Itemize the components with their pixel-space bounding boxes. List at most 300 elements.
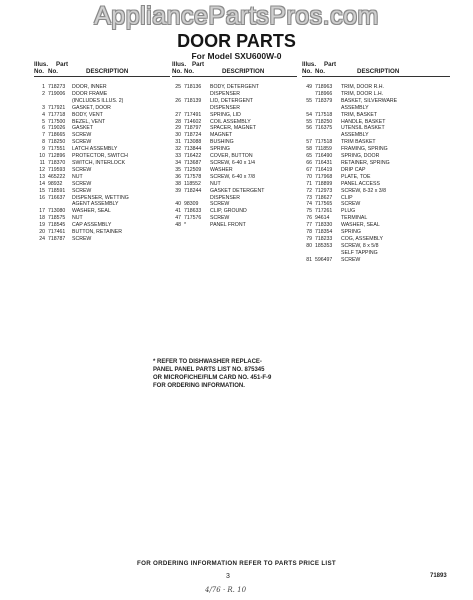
header-description: DESCRIPTION bbox=[86, 68, 129, 75]
part-row bbox=[302, 132, 450, 139]
illus-number: 55 bbox=[306, 118, 312, 125]
replacement-panel-note bbox=[153, 358, 338, 390]
part-description: PROTECTOR, SWITCH bbox=[72, 153, 128, 160]
part-row bbox=[302, 139, 450, 146]
part-number: 716637 bbox=[48, 194, 66, 201]
illus-number bbox=[172, 105, 184, 112]
part-description: DISPENSER bbox=[210, 104, 240, 111]
part-description: PANEL FRONT bbox=[210, 222, 246, 229]
part-description: SPRING bbox=[210, 146, 230, 153]
part-description: TRIM, DOOR R.H. bbox=[341, 84, 384, 90]
header-description: DESCRIPTION bbox=[357, 68, 400, 75]
illus-number: 13 bbox=[39, 173, 45, 180]
illus-number: 29 bbox=[175, 125, 181, 132]
part-row bbox=[34, 84, 170, 91]
part-row bbox=[34, 98, 170, 105]
part-number: 717968 bbox=[315, 173, 333, 180]
part-description: BEZEL, VENT bbox=[72, 118, 106, 125]
part-description: DRIP CAP bbox=[341, 166, 366, 173]
illus-number: 48 bbox=[175, 222, 181, 229]
part-number: 718633 bbox=[184, 208, 202, 215]
illus-number: 67 bbox=[306, 166, 312, 173]
part-description: ASSEMBLY bbox=[341, 104, 369, 111]
illus-number: 5 bbox=[42, 118, 45, 125]
part-number: 713080 bbox=[48, 208, 66, 215]
part-row bbox=[172, 222, 297, 229]
illus-number: 66 bbox=[306, 159, 312, 166]
part-description: NUT bbox=[72, 215, 83, 222]
part-row bbox=[302, 201, 450, 208]
part-row bbox=[172, 98, 297, 105]
parts-column-2 bbox=[172, 61, 297, 229]
illus-number: 70 bbox=[306, 173, 312, 180]
part-description: SPRING, DOOR bbox=[341, 153, 380, 160]
illus-number: 14 bbox=[39, 180, 45, 187]
part-number: 718379 bbox=[315, 97, 333, 104]
part-row bbox=[34, 188, 170, 195]
part-description: TERMINAL bbox=[341, 215, 368, 222]
illus-number: 72 bbox=[306, 187, 312, 194]
part-description: DOOR, INNER bbox=[72, 84, 107, 90]
part-row bbox=[34, 105, 170, 112]
part-row bbox=[302, 84, 450, 91]
part-row bbox=[172, 139, 297, 146]
part-description: RETAINER, SPRING bbox=[341, 159, 390, 166]
part-number: 717500 bbox=[48, 118, 66, 125]
header-part: Part bbox=[324, 61, 337, 68]
part-row bbox=[34, 91, 170, 98]
part-description: DISPENSER bbox=[210, 90, 240, 97]
parts-column-3 bbox=[302, 61, 450, 264]
header-no2: No. bbox=[184, 68, 194, 75]
part-number: 718963 bbox=[315, 84, 333, 90]
part-description: CAP ASSEMBLY bbox=[72, 222, 112, 229]
note-line: * REFER TO DISHWASHER REPLACE- bbox=[153, 359, 262, 365]
part-description: SCREW, 8 x 5/8 bbox=[341, 242, 379, 249]
part-number: 465222 bbox=[48, 173, 66, 180]
illus-number: 1 bbox=[42, 84, 45, 90]
illus-number: 33 bbox=[175, 153, 181, 160]
part-row bbox=[302, 160, 450, 167]
part-description: MAGNET bbox=[210, 132, 233, 139]
part-description: DOOR FRAME bbox=[72, 90, 108, 97]
illus-number: 16 bbox=[39, 194, 45, 201]
part-row bbox=[302, 250, 450, 257]
part-row bbox=[172, 181, 297, 188]
part-number: 718899 bbox=[315, 180, 333, 187]
part-number: 718797 bbox=[184, 125, 202, 132]
part-description: PLATE, TOE bbox=[341, 173, 371, 180]
part-description: BODY, VENT bbox=[72, 111, 103, 118]
illus-number: 32 bbox=[175, 146, 181, 153]
parts-list bbox=[34, 84, 170, 243]
header-illus: Illus. bbox=[34, 61, 49, 68]
part-description: SPRING, LID bbox=[210, 111, 241, 118]
part-row bbox=[302, 146, 450, 153]
part-row bbox=[34, 229, 170, 236]
part-number: 717921 bbox=[48, 104, 66, 111]
illus-number: 35 bbox=[175, 166, 181, 173]
part-number: 717565 bbox=[315, 201, 333, 208]
part-row bbox=[172, 146, 297, 153]
part-number: 98309 bbox=[184, 201, 199, 208]
part-row bbox=[302, 153, 450, 160]
part-row bbox=[34, 153, 170, 160]
part-row bbox=[302, 229, 450, 236]
part-number: 718627 bbox=[315, 194, 333, 201]
part-row bbox=[302, 105, 450, 112]
part-number bbox=[184, 105, 210, 112]
part-description: PLUG bbox=[341, 208, 356, 215]
part-description: SCREW, 6-40 x 7/8 bbox=[210, 173, 255, 180]
part-number: 717461 bbox=[48, 229, 66, 236]
illus-number bbox=[172, 91, 184, 98]
part-number bbox=[48, 201, 72, 208]
part-number: 718575 bbox=[48, 215, 66, 222]
part-number: 185353 bbox=[315, 242, 333, 249]
part-row bbox=[302, 222, 450, 229]
part-description: BODY, DETERGENT bbox=[210, 84, 259, 90]
part-row bbox=[34, 125, 170, 132]
part-number bbox=[184, 91, 210, 98]
part-description: SCREW, 6-40 x 1/4 bbox=[210, 159, 255, 166]
illus-number: 31 bbox=[175, 139, 181, 146]
illus-number: 41 bbox=[175, 208, 181, 215]
part-row bbox=[34, 160, 170, 167]
part-number: 717491 bbox=[184, 111, 202, 118]
part-row bbox=[34, 222, 170, 229]
part-row bbox=[172, 174, 297, 181]
part-row bbox=[172, 201, 297, 208]
part-description: DISPENSER bbox=[210, 194, 240, 201]
part-description: SCREW bbox=[72, 235, 92, 242]
part-row bbox=[172, 132, 297, 139]
part-number: 717261 bbox=[315, 208, 333, 215]
part-row bbox=[172, 167, 297, 174]
part-description: GASKET bbox=[72, 125, 94, 132]
part-number: 711859 bbox=[315, 146, 332, 153]
part-row bbox=[172, 112, 297, 119]
part-row bbox=[172, 153, 297, 160]
document-id: 71893 bbox=[430, 573, 447, 579]
part-description: HANDLE, BASKET bbox=[341, 118, 386, 125]
part-description: SCREW bbox=[72, 132, 92, 139]
part-number: 717551 bbox=[48, 146, 66, 153]
illus-number bbox=[302, 132, 315, 139]
part-number: 719026 bbox=[48, 125, 66, 132]
illus-number: 38 bbox=[175, 180, 181, 187]
part-row bbox=[302, 181, 450, 188]
illus-number: 40 bbox=[175, 201, 181, 208]
part-description: SCREW, 8-32 x 3/8 bbox=[341, 187, 386, 194]
part-description: TRIM, BASKET bbox=[341, 111, 378, 118]
header-no2: No. bbox=[48, 68, 58, 75]
illus-number bbox=[34, 201, 48, 208]
part-number bbox=[315, 132, 341, 139]
illus-number: 71 bbox=[306, 180, 312, 187]
illus-number: 4 bbox=[42, 111, 45, 118]
part-description: UTENSIL BASKET bbox=[341, 125, 385, 132]
part-description: LATCH ASSEMBLY bbox=[72, 146, 118, 153]
model-subtitle: For Model SXU600W-0 bbox=[191, 51, 282, 61]
illus-number: 28 bbox=[175, 118, 181, 125]
part-description: BUSHING bbox=[210, 139, 234, 146]
illus-number: 20 bbox=[39, 229, 45, 236]
part-row bbox=[302, 91, 450, 98]
column-header bbox=[302, 61, 450, 77]
part-number: 718250 bbox=[48, 139, 66, 146]
illus-number: 74 bbox=[306, 201, 312, 208]
handwritten-mark: 4/76 · R. 10 bbox=[205, 586, 247, 594]
part-row bbox=[302, 174, 450, 181]
part-row bbox=[302, 167, 450, 174]
watermark: AppliancePartsPros.com bbox=[94, 2, 379, 30]
part-row bbox=[302, 208, 450, 215]
illus-number: 78 bbox=[306, 229, 312, 236]
note-line: PANEL PANEL PARTS LIST NO. 875345 bbox=[153, 367, 265, 373]
part-number: 718665 bbox=[48, 132, 66, 139]
part-number: 718233 bbox=[315, 235, 333, 242]
header-no2: No. bbox=[315, 68, 325, 75]
part-description: BASKET, SILVERWARE bbox=[341, 97, 398, 104]
part-description: PANEL ACCESS bbox=[341, 180, 380, 187]
part-number: 712973 bbox=[315, 187, 333, 194]
header-part: Part bbox=[192, 61, 205, 68]
header-description: DESCRIPTION bbox=[222, 68, 265, 75]
part-description: TRIM, DOOR L.H. bbox=[341, 90, 384, 97]
part-number: 713088 bbox=[184, 139, 202, 146]
part-row bbox=[172, 125, 297, 132]
illus-number: 2 bbox=[42, 90, 45, 97]
illus-number: 36 bbox=[175, 173, 181, 180]
part-row bbox=[34, 208, 170, 215]
part-description: WASHER, SEAL bbox=[72, 208, 111, 215]
header-rule bbox=[302, 76, 450, 77]
illus-number: 26 bbox=[175, 97, 181, 104]
part-row bbox=[302, 119, 450, 126]
part-number: 718724 bbox=[184, 132, 202, 139]
part-row bbox=[172, 195, 297, 202]
part-number: 716422 bbox=[184, 153, 202, 160]
part-row bbox=[172, 215, 297, 222]
part-number: 718370 bbox=[48, 159, 66, 166]
illus-number: 65 bbox=[306, 153, 312, 160]
illus-number: 73 bbox=[306, 194, 312, 201]
parts-list bbox=[302, 84, 450, 264]
illus-number: 79 bbox=[306, 235, 312, 242]
illus-number: 12 bbox=[39, 166, 45, 173]
illus-number: 7 bbox=[42, 132, 45, 139]
part-row bbox=[34, 132, 170, 139]
note-line: OR MICROFICHE/FILM CARD NO. 451-F-9 bbox=[153, 375, 272, 381]
part-row bbox=[34, 201, 170, 208]
part-description: GASKET DETERGENT bbox=[210, 187, 265, 194]
part-number: 717576 bbox=[184, 215, 202, 222]
part-row bbox=[302, 215, 450, 222]
part-number: 596497 bbox=[315, 256, 333, 263]
part-description: NUT bbox=[72, 173, 83, 180]
illus-number: 39 bbox=[175, 187, 181, 194]
illus-number: 75 bbox=[306, 208, 312, 215]
part-description: COIL ASSEMBLY bbox=[210, 118, 251, 125]
illus-number: 54 bbox=[306, 111, 312, 118]
part-row bbox=[34, 112, 170, 119]
illus-number: 30 bbox=[175, 132, 181, 139]
part-row bbox=[172, 188, 297, 195]
illus-number: 6 bbox=[42, 125, 45, 132]
illus-number bbox=[172, 195, 184, 202]
part-row bbox=[34, 181, 170, 188]
illus-number bbox=[302, 250, 315, 257]
part-description: SCREW bbox=[72, 180, 92, 187]
illus-number: 9 bbox=[42, 146, 45, 153]
part-description: WASHER, SEAL bbox=[341, 222, 380, 229]
part-number: 718139 bbox=[184, 97, 202, 104]
part-description: ASSEMBLY bbox=[341, 132, 369, 139]
part-row bbox=[34, 236, 170, 243]
parts-list bbox=[172, 84, 297, 229]
part-row bbox=[34, 167, 170, 174]
part-row bbox=[172, 105, 297, 112]
part-row bbox=[34, 174, 170, 181]
part-row bbox=[302, 188, 450, 195]
part-description: NUT bbox=[210, 180, 221, 187]
header-rule bbox=[34, 76, 170, 77]
illus-number: 56 bbox=[306, 125, 312, 132]
part-number: 718545 bbox=[48, 222, 66, 229]
part-number: 712896 bbox=[48, 153, 66, 160]
part-number: 716375 bbox=[315, 125, 333, 132]
part-number: 718591 bbox=[48, 187, 66, 194]
illus-number: 15 bbox=[39, 187, 45, 194]
ordering-footer: FOR ORDERING INFORMATION REFER TO PARTS PRICE LIST bbox=[137, 560, 336, 567]
illus-number: 24 bbox=[39, 235, 45, 242]
part-description: SCREW bbox=[210, 201, 230, 208]
note-line: FOR ORDERING INFORMATION. bbox=[153, 383, 245, 389]
part-number: 98932 bbox=[48, 180, 63, 187]
part-number: 718787 bbox=[48, 235, 66, 242]
part-number: 718354 bbox=[315, 229, 333, 236]
illus-number: 25 bbox=[175, 84, 181, 90]
page-number: 3 bbox=[226, 573, 230, 580]
illus-number bbox=[302, 91, 315, 98]
parts-column-1 bbox=[34, 61, 170, 243]
part-row bbox=[34, 146, 170, 153]
illus-number: 8 bbox=[42, 139, 45, 146]
part-description: (INCLUDES ILLUS. 2) bbox=[72, 97, 124, 104]
header-illus: Illus. bbox=[302, 61, 317, 68]
part-number: 718966 bbox=[315, 90, 333, 97]
illus-number: 34 bbox=[175, 159, 181, 166]
part-description: COVER, BUTTON bbox=[210, 153, 253, 160]
part-description: AGENT ASSEMBLY bbox=[72, 201, 119, 208]
part-description: GASKET, DOOR bbox=[72, 104, 111, 111]
part-row bbox=[302, 112, 450, 119]
part-row bbox=[34, 215, 170, 222]
part-number: 94614 bbox=[315, 215, 330, 222]
part-description: COG, ASSEMBLY bbox=[341, 235, 383, 242]
part-number: 718330 bbox=[315, 222, 333, 229]
part-description: SCREW bbox=[341, 201, 361, 208]
part-row bbox=[34, 195, 170, 202]
part-number: 716431 bbox=[315, 159, 333, 166]
header-part: Part bbox=[56, 61, 69, 68]
part-description: CLIP bbox=[341, 194, 353, 201]
part-description: FRAMING, SPRING bbox=[341, 146, 388, 153]
illus-number: 58 bbox=[306, 146, 312, 153]
illus-number: 47 bbox=[175, 215, 181, 222]
part-number bbox=[48, 98, 72, 105]
header-no: No. bbox=[172, 68, 182, 75]
column-header bbox=[34, 61, 170, 77]
part-number: * bbox=[184, 222, 187, 229]
part-number: 717578 bbox=[184, 173, 202, 180]
part-number: 718273 bbox=[48, 84, 66, 90]
part-row bbox=[172, 160, 297, 167]
part-row bbox=[302, 243, 450, 250]
part-row bbox=[302, 125, 450, 132]
part-row bbox=[302, 236, 450, 243]
header-illus: Illus. bbox=[172, 61, 187, 68]
part-description: BUTTON, RETAINER bbox=[72, 229, 122, 236]
illus-number bbox=[34, 98, 48, 105]
part-row bbox=[172, 119, 297, 126]
part-number: 718244 bbox=[184, 187, 202, 194]
illus-number: 81 bbox=[306, 256, 312, 263]
part-row bbox=[172, 208, 297, 215]
header-rule bbox=[172, 76, 297, 77]
part-number: 713687 bbox=[184, 159, 202, 166]
part-description: SCREW bbox=[210, 215, 230, 222]
part-number: 718250 bbox=[315, 118, 333, 125]
part-number bbox=[315, 105, 341, 112]
part-row bbox=[302, 195, 450, 202]
part-number bbox=[315, 250, 341, 257]
illus-number: 10 bbox=[39, 153, 45, 160]
part-number: 719006 bbox=[48, 90, 66, 97]
part-row bbox=[34, 119, 170, 126]
part-description: CLIP, GROUND bbox=[210, 208, 247, 215]
header-no: No. bbox=[302, 68, 312, 75]
part-description: SELF TAPPING bbox=[341, 249, 378, 256]
illus-number: 80 bbox=[306, 242, 312, 249]
part-description: SWITCH, INTERLOCK bbox=[72, 159, 126, 166]
part-number: 717518 bbox=[315, 111, 333, 118]
illus-number: 19 bbox=[39, 222, 45, 229]
part-description: LID, DETERGENT bbox=[210, 97, 253, 104]
part-number: 717718 bbox=[48, 111, 66, 118]
part-number: 718136 bbox=[184, 84, 202, 90]
illus-number: 17 bbox=[39, 208, 45, 215]
part-number: 118552 bbox=[184, 180, 201, 187]
illus-number: 27 bbox=[175, 111, 181, 118]
header-no: No. bbox=[34, 68, 44, 75]
illus-number: 76 bbox=[306, 215, 312, 222]
illus-number: 11 bbox=[39, 159, 45, 166]
part-number: 714602 bbox=[184, 118, 202, 125]
part-description: SPACER, MAGNET bbox=[210, 125, 257, 132]
illus-number: 49 bbox=[306, 84, 312, 90]
part-number: 713844 bbox=[184, 146, 202, 153]
illus-number: 18 bbox=[39, 215, 45, 222]
part-description: SCREW bbox=[341, 256, 361, 263]
illus-number bbox=[302, 105, 315, 112]
part-row bbox=[302, 98, 450, 105]
part-number: 712509 bbox=[184, 166, 202, 173]
part-number: 716419 bbox=[315, 166, 333, 173]
part-description: WASHER bbox=[210, 166, 233, 173]
part-number: 717518 bbox=[315, 139, 333, 146]
